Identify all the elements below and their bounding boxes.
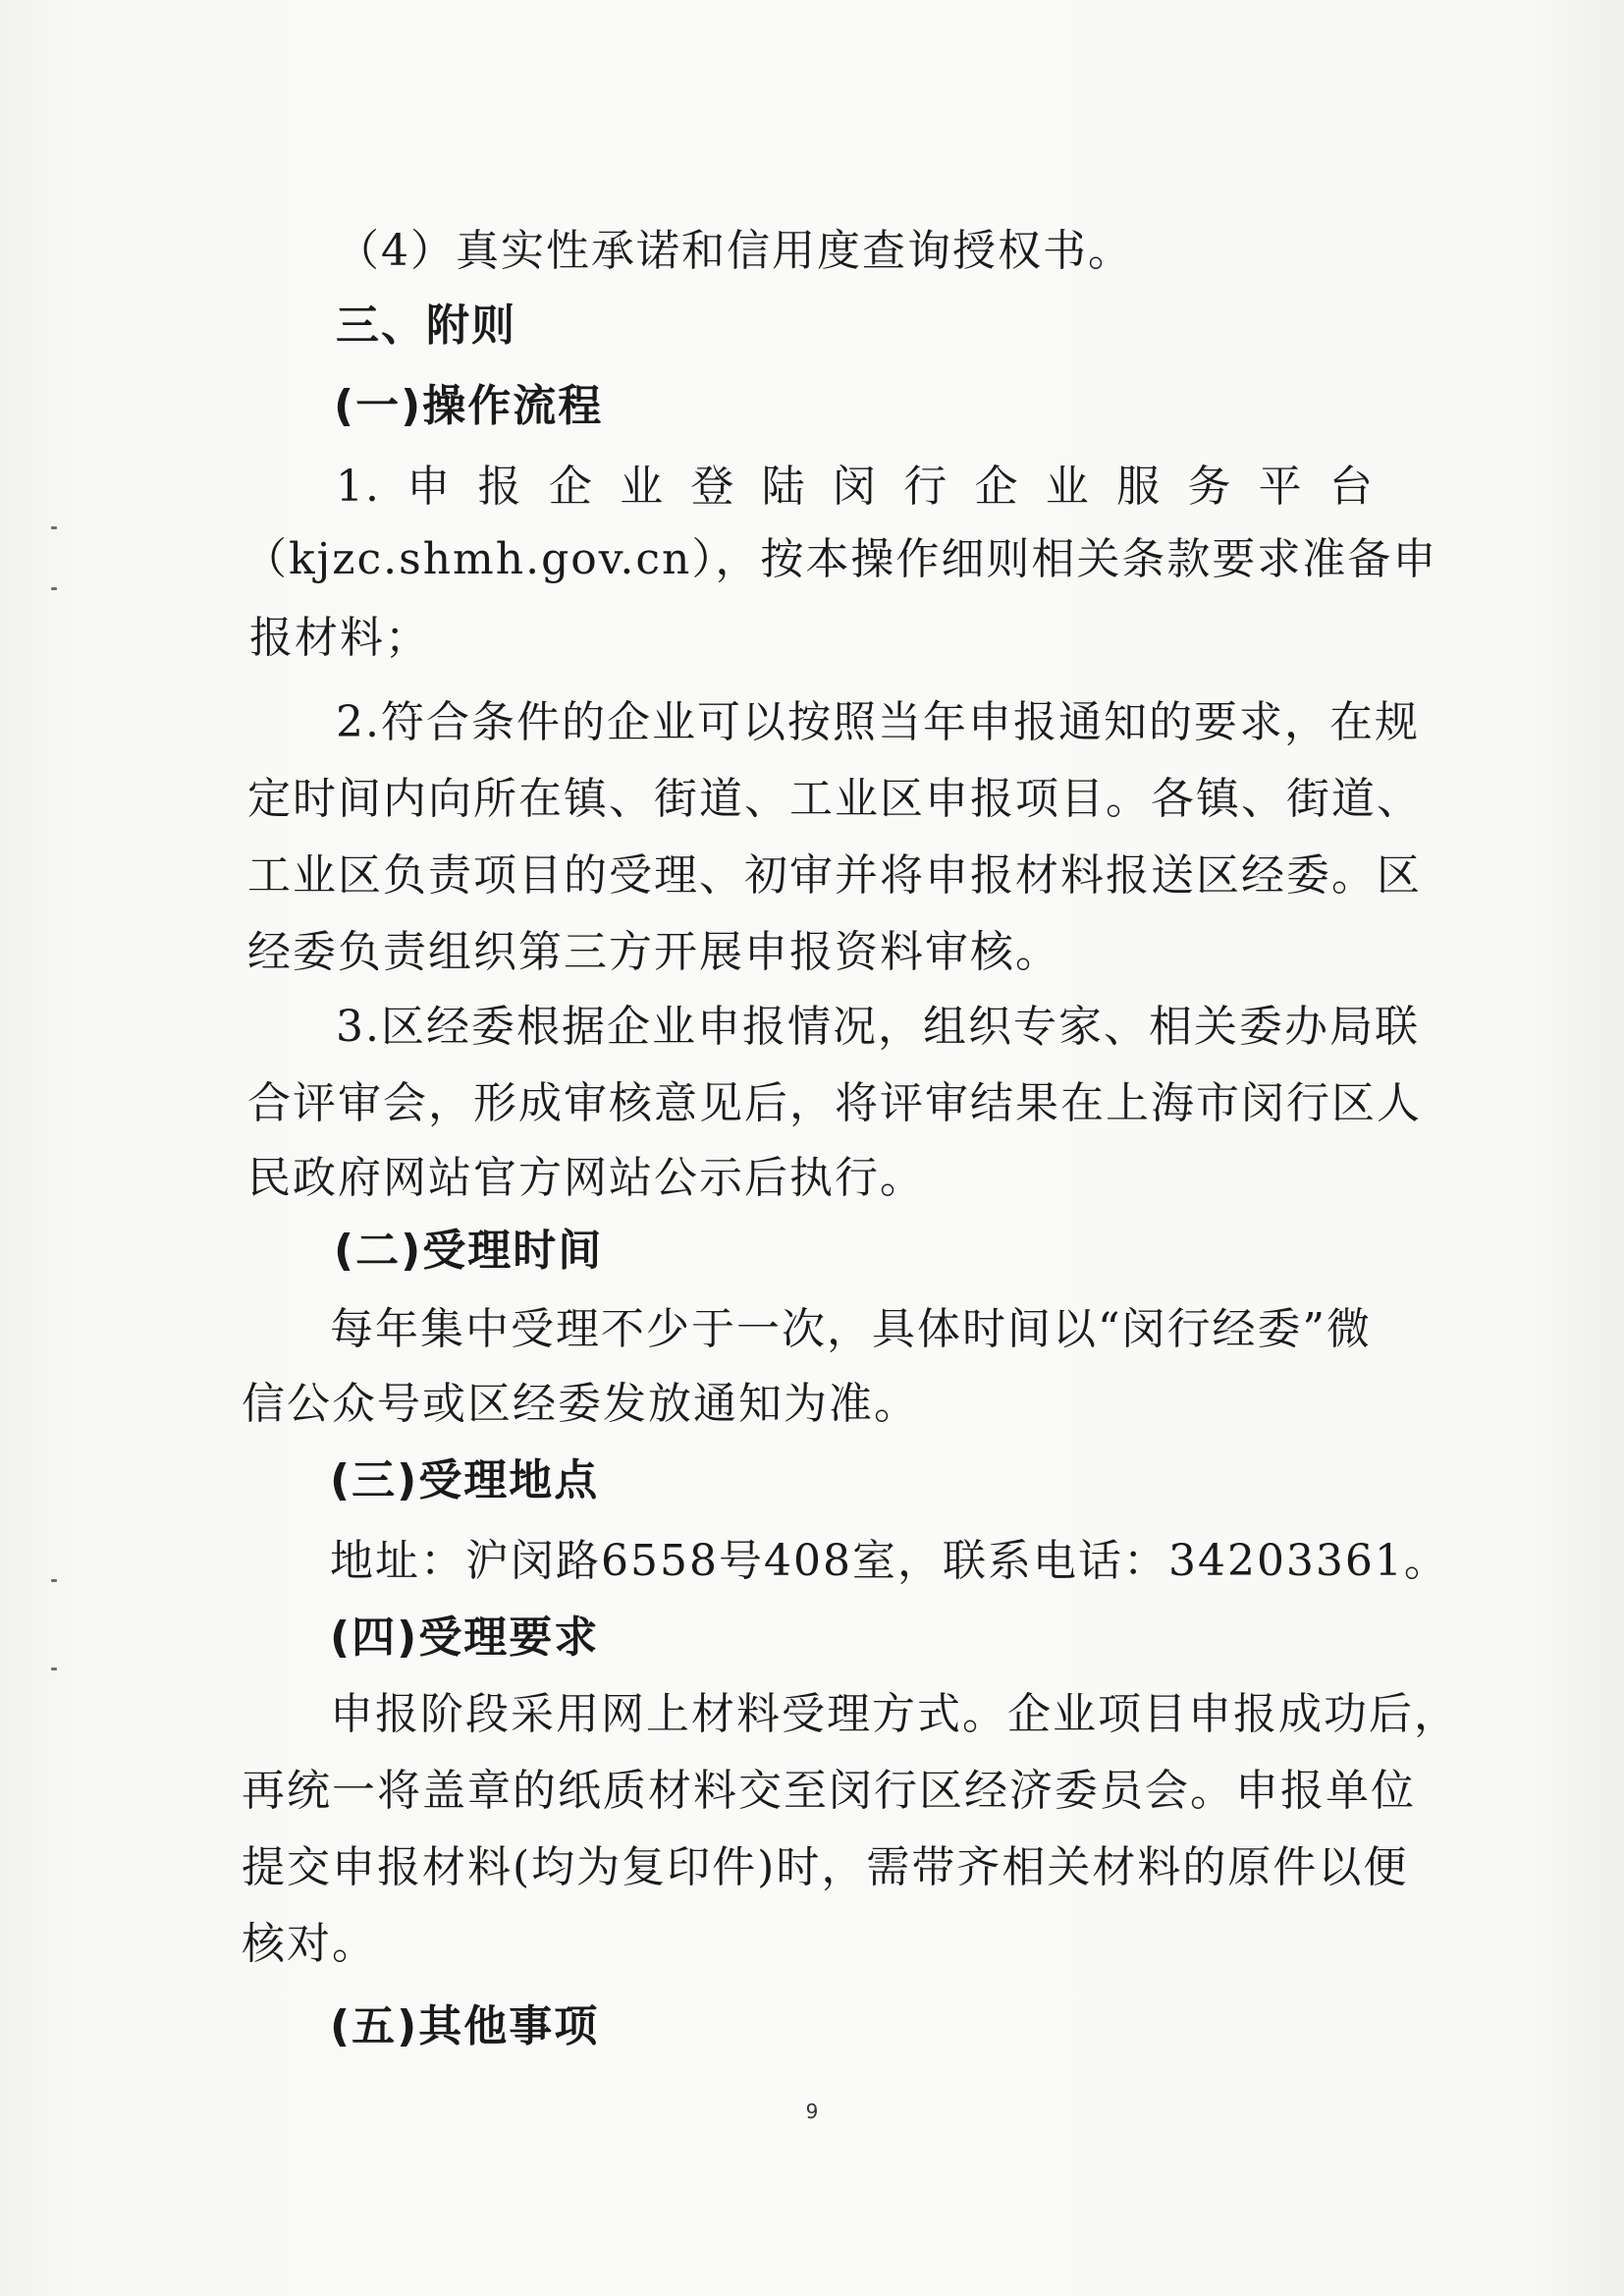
address-line: 地址：沪闵路6558号408室，联系电话：34203361。 [330,1536,1449,1586]
paragraph-line: 核对。 [242,1919,377,1969]
paragraph-line: 申报阶段采用网上材料受理方式。企业项目申报成功后， [330,1689,1459,1739]
paragraph-line: 报材料； [249,613,430,663]
scan-margin-mark [51,1579,57,1582]
paragraph-line: 2.符合条件的企业可以按照当年申报通知的要求，在规 [336,697,1420,747]
paragraph-line: 合评审会，形成审核意见后，将评审结果在上海市闵行区人 [247,1078,1422,1128]
scan-margin-mark [51,587,57,590]
scan-margin-mark [51,526,57,529]
paragraph-line: 每年集中受理不少于一次，具体时间以“闵行经委”微 [330,1304,1372,1354]
section-title-appendix: 三、附则 [336,301,516,351]
paragraph-line: （kjzc.shmh.gov.cn），按本操作细则相关条款要求准备申 [244,534,1438,584]
paragraph-line: 提交申报材料(均为复印件)时，需带齐相关材料的原件以便 [242,1842,1409,1892]
list-item-4: （4）真实性承诺和信用度查询授权书。 [336,226,1133,276]
paragraph-line: 民政府网站官方网站公示后执行。 [247,1153,925,1203]
page-number: 9 [805,2100,819,2123]
paragraph-line: 信公众号或区经委发放通知为准。 [242,1379,919,1429]
paragraph-line: 工业区负责项目的受理、初审并将申报材料报送区经委。区 [247,850,1422,901]
subsection-title-requirements: (四)受理要求 [330,1613,600,1663]
paragraph-line: 3.区经委根据企业申报情况，组织专家、相关委办局联 [336,1002,1420,1052]
subsection-title-location: (三)受理地点 [330,1455,600,1505]
subsection-title-procedure: (一)操作流程 [334,381,604,431]
scan-margin-mark [51,1667,57,1670]
subsection-title-time: (二)受理时间 [334,1226,604,1276]
paragraph-line: 定时间内向所在镇、街道、工业区申报项目。各镇、街道、 [247,774,1422,824]
paragraph-line: 经委负责组织第三方开展申报资料审核。 [247,927,1060,977]
subsection-title-other: (五)其他事项 [330,2001,600,2051]
paragraph-line: 再统一将盖章的纸质材料交至闵行区经济委员会。申报单位 [242,1766,1416,1816]
paragraph-line: 1. 申 报 企 业 登 陆 闵 行 企 业 服 务 平 台 [336,462,1375,512]
